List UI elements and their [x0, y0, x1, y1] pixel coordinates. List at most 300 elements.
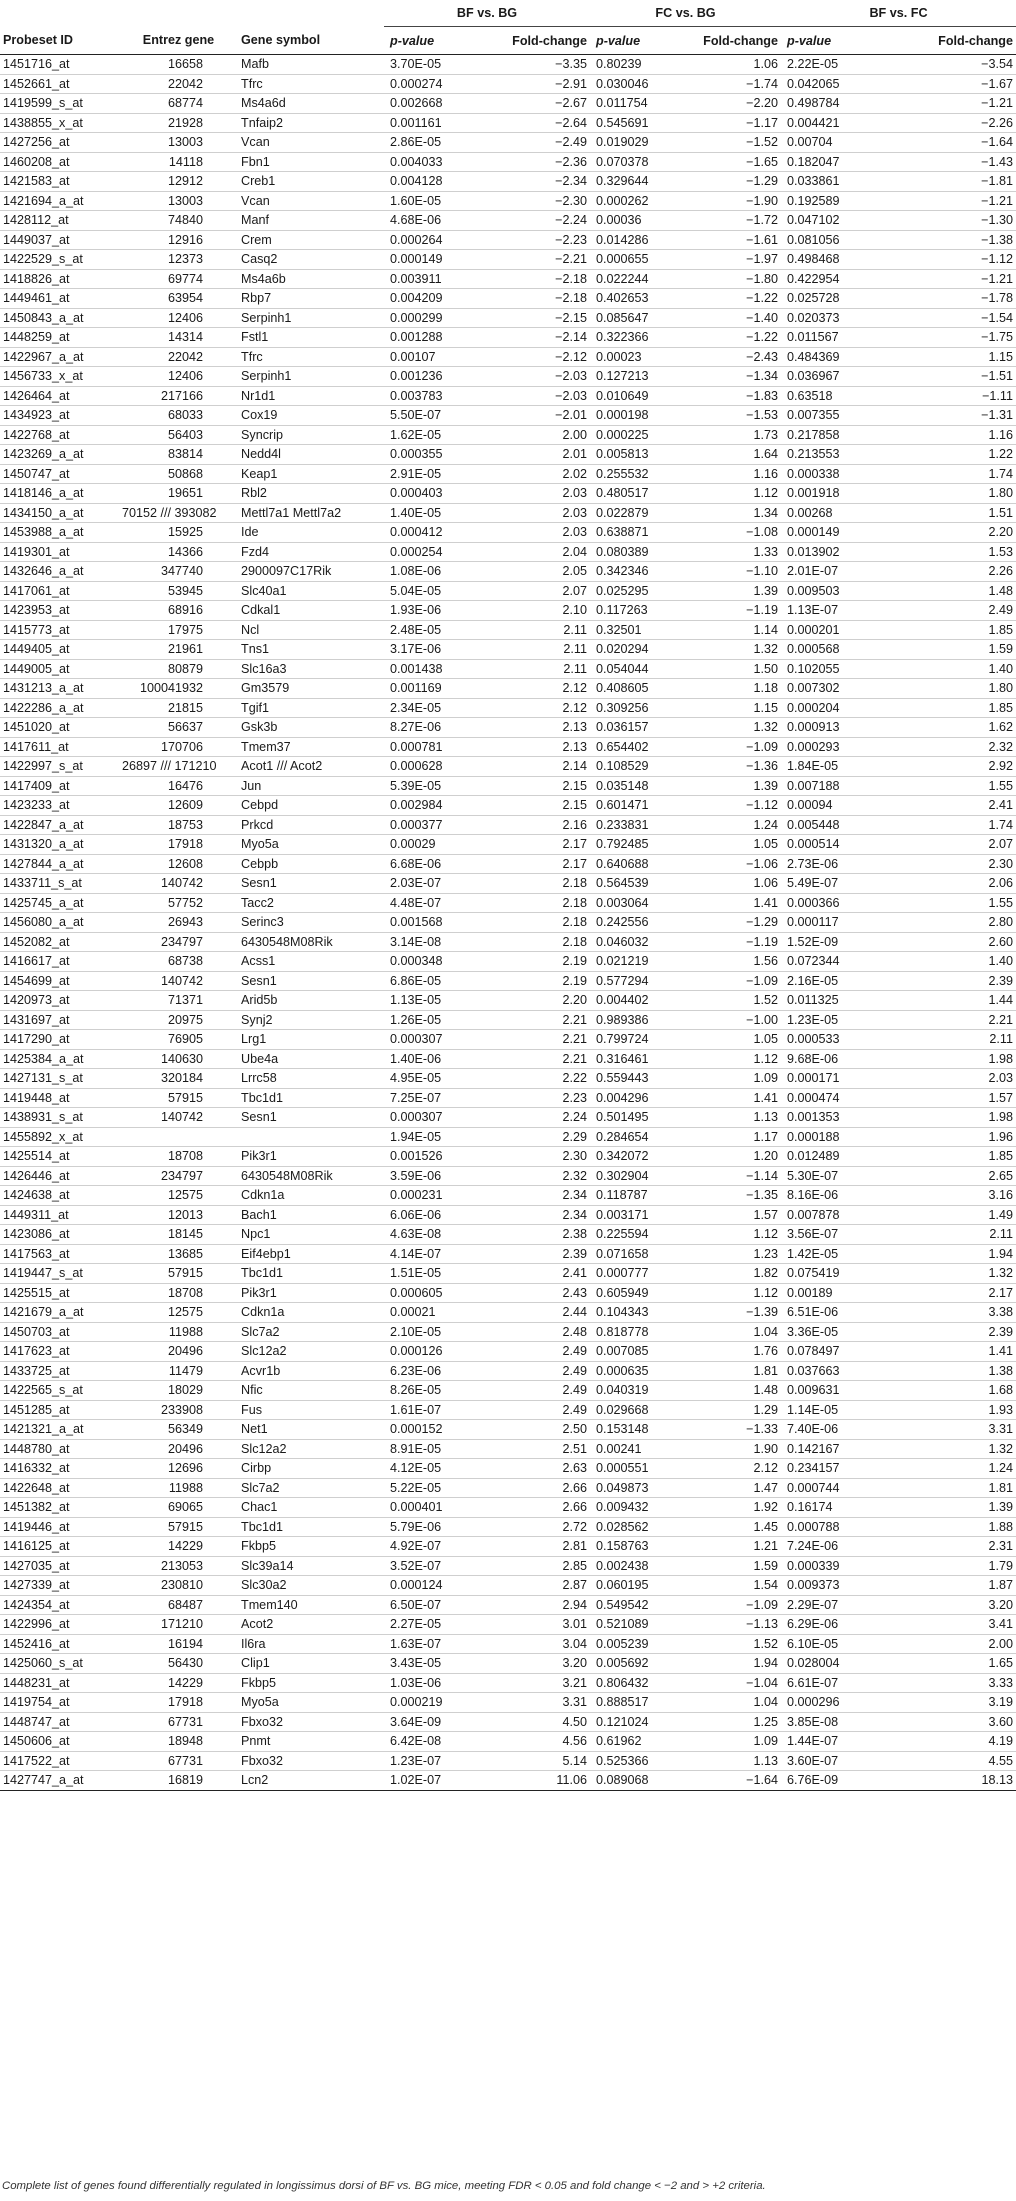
gene-symbol-cell: Acot1 /// Acot2	[238, 757, 384, 777]
bf-bg-pvalue-cell: 6.68E-06	[384, 854, 488, 874]
probeset-id-cell: 1423953_at	[0, 601, 119, 621]
entrez-gene-cell: 21815	[119, 698, 238, 718]
entrez-gene-cell: 140742	[119, 874, 238, 894]
table-row	[0, 1634, 1016, 1654]
table-row	[0, 523, 1016, 543]
fc-bg-pvalue-cell: 0.654402	[590, 737, 680, 757]
bf-fc-foldchange-cell: −1.81	[864, 172, 1016, 192]
fc-bg-foldchange-cell: 1.81	[680, 1361, 781, 1381]
bf-bg-foldchange-cell: 2.49	[488, 1400, 590, 1420]
bf-fc-pvalue-cell: 0.004421	[781, 113, 864, 133]
fc-bg-foldchange-cell: −1.29	[680, 913, 781, 933]
bf-fc-pvalue-cell: 0.16174	[781, 1498, 864, 1518]
table-row	[0, 1049, 1016, 1069]
table-row	[0, 1498, 1016, 1518]
bf-bg-pvalue-cell: 0.002984	[384, 796, 488, 816]
bf-fc-pvalue-cell: 1.44E-07	[781, 1732, 864, 1752]
gene-symbol-cell: Vcan	[238, 191, 384, 211]
bf-fc-pvalue-cell: 3.56E-07	[781, 1225, 864, 1245]
bf-bg-foldchange-cell: 2.04	[488, 542, 590, 562]
bf-bg-pvalue-cell: 0.000355	[384, 445, 488, 465]
bf-bg-pvalue-cell: 0.004033	[384, 152, 488, 172]
bf-bg-pvalue-cell: 1.60E-05	[384, 191, 488, 211]
gene-symbol-cell: Serinc3	[238, 913, 384, 933]
fc-bg-foldchange-cell: 1.33	[680, 542, 781, 562]
gene-symbol-cell: Fbxo32	[238, 1712, 384, 1732]
fc-bg-foldchange-cell: 1.73	[680, 425, 781, 445]
fc-bg-pvalue-cell: 0.799724	[590, 1030, 680, 1050]
bf-fc-foldchange-cell: −1.11	[864, 386, 1016, 406]
bf-bg-pvalue-cell: 0.000152	[384, 1420, 488, 1440]
table-row	[0, 445, 1016, 465]
probeset-id-cell: 1423269_a_at	[0, 445, 119, 465]
table-row	[0, 1654, 1016, 1674]
entrez-gene-cell: 22042	[119, 74, 238, 94]
bf-bg-foldchange-cell: −2.67	[488, 94, 590, 114]
fc-bg-foldchange-cell: −1.17	[680, 113, 781, 133]
bf-fc-foldchange-cell: 1.59	[864, 640, 1016, 660]
fc-bg-pvalue-cell: 0.000777	[590, 1264, 680, 1284]
gene-symbol-cell: Lrrc58	[238, 1069, 384, 1089]
table-row	[0, 269, 1016, 289]
fc-bg-foldchange-cell: 1.14	[680, 620, 781, 640]
bf-fc-foldchange-cell: 4.19	[864, 1732, 1016, 1752]
fc-bg-foldchange-cell: −1.80	[680, 269, 781, 289]
fc-bg-pvalue-cell: 0.00036	[590, 211, 680, 231]
bf-fc-pvalue-cell: 0.081056	[781, 230, 864, 250]
probeset-id-cell: 1456733_x_at	[0, 367, 119, 387]
entrez-gene-cell: 20975	[119, 1010, 238, 1030]
bf-bg-foldchange-cell: 2.12	[488, 698, 590, 718]
table-row	[0, 367, 1016, 387]
probeset-id-cell: 1438855_x_at	[0, 113, 119, 133]
bf-fc-pvalue-cell: 0.000533	[781, 1030, 864, 1050]
bf-fc-pvalue-cell: 3.85E-08	[781, 1712, 864, 1732]
bf-bg-foldchange-cell: 2.94	[488, 1595, 590, 1615]
fc-bg-foldchange-cell: 1.12	[680, 1283, 781, 1303]
probeset-id-cell: 1417623_at	[0, 1342, 119, 1362]
table-row	[0, 796, 1016, 816]
bf-bg-foldchange-cell: 2.85	[488, 1556, 590, 1576]
entrez-gene-cell: 12406	[119, 308, 238, 328]
fc-bg-foldchange-cell: 1.29	[680, 1400, 781, 1420]
bf-bg-foldchange-cell: 2.38	[488, 1225, 590, 1245]
entrez-gene-cell: 17975	[119, 620, 238, 640]
probeset-id-cell: 1452661_at	[0, 74, 119, 94]
gene-symbol-cell	[238, 1127, 384, 1147]
fc-bg-pvalue-cell: 0.559443	[590, 1069, 680, 1089]
fc-bg-foldchange-cell: 1.16	[680, 464, 781, 484]
gene-symbol-cell: Fstl1	[238, 328, 384, 348]
bf-fc-foldchange-cell: 3.33	[864, 1673, 1016, 1693]
bf-bg-foldchange-cell: 2.21	[488, 1010, 590, 1030]
bf-fc-foldchange-cell: −1.54	[864, 308, 1016, 328]
gene-symbol-cell: Crem	[238, 230, 384, 250]
fc-bg-foldchange-cell: 1.41	[680, 893, 781, 913]
col-header-pvalue: p-value	[384, 27, 488, 55]
bf-fc-foldchange-cell: −1.75	[864, 328, 1016, 348]
table-row	[0, 464, 1016, 484]
entrez-gene-cell: 71371	[119, 991, 238, 1011]
gene-symbol-cell: Tmem37	[238, 737, 384, 757]
fc-bg-foldchange-cell: −1.19	[680, 932, 781, 952]
bf-fc-foldchange-cell: 1.94	[864, 1244, 1016, 1264]
bf-fc-pvalue-cell: 6.76E-09	[781, 1771, 864, 1791]
fc-bg-pvalue-cell: 0.070378	[590, 152, 680, 172]
bf-fc-pvalue-cell: 1.14E-05	[781, 1400, 864, 1420]
bf-bg-pvalue-cell: 0.000307	[384, 1108, 488, 1128]
bf-fc-foldchange-cell: 2.39	[864, 971, 1016, 991]
entrez-gene-cell: 12912	[119, 172, 238, 192]
fc-bg-foldchange-cell: 1.17	[680, 1127, 781, 1147]
bf-fc-foldchange-cell: −2.26	[864, 113, 1016, 133]
entrez-gene-cell: 14366	[119, 542, 238, 562]
header-spacer	[0, 0, 119, 27]
col-header-symbol: Gene symbol	[238, 27, 384, 55]
bf-fc-foldchange-cell: 1.68	[864, 1381, 1016, 1401]
bf-fc-pvalue-cell: 0.00094	[781, 796, 864, 816]
bf-fc-foldchange-cell: 1.85	[864, 1147, 1016, 1167]
gene-symbol-cell: Jun	[238, 776, 384, 796]
gene-symbol-cell: Eif4ebp1	[238, 1244, 384, 1264]
table-row	[0, 250, 1016, 270]
fc-bg-pvalue-cell: 0.085647	[590, 308, 680, 328]
gene-symbol-cell: Ide	[238, 523, 384, 543]
bf-bg-pvalue-cell: 1.51E-05	[384, 1264, 488, 1284]
entrez-gene-cell: 217166	[119, 386, 238, 406]
bf-bg-foldchange-cell: 2.44	[488, 1303, 590, 1323]
table-row	[0, 913, 1016, 933]
fc-bg-pvalue-cell: 0.322366	[590, 328, 680, 348]
bf-fc-foldchange-cell: 2.65	[864, 1166, 1016, 1186]
bf-fc-pvalue-cell: 0.020373	[781, 308, 864, 328]
fc-bg-foldchange-cell: 1.47	[680, 1478, 781, 1498]
fc-bg-pvalue-cell: 0.005692	[590, 1654, 680, 1674]
probeset-id-cell: 1427256_at	[0, 133, 119, 153]
bf-bg-pvalue-cell: 2.91E-05	[384, 464, 488, 484]
probeset-id-cell: 1451020_at	[0, 718, 119, 738]
table-row	[0, 1381, 1016, 1401]
entrez-gene-cell: 57915	[119, 1088, 238, 1108]
gene-symbol-cell: Prkcd	[238, 815, 384, 835]
bf-fc-pvalue-cell: 0.011567	[781, 328, 864, 348]
entrez-gene-cell: 12406	[119, 367, 238, 387]
entrez-gene-cell: 13003	[119, 191, 238, 211]
bf-bg-foldchange-cell: −2.21	[488, 250, 590, 270]
fc-bg-foldchange-cell: −1.65	[680, 152, 781, 172]
fc-bg-pvalue-cell: 0.005813	[590, 445, 680, 465]
bf-fc-pvalue-cell: 0.001353	[781, 1108, 864, 1128]
fc-bg-pvalue-cell: 0.818778	[590, 1322, 680, 1342]
bf-bg-foldchange-cell: 2.17	[488, 835, 590, 855]
bf-fc-pvalue-cell: 0.102055	[781, 659, 864, 679]
fc-bg-foldchange-cell: −2.20	[680, 94, 781, 114]
entrez-gene-cell: 140742	[119, 1108, 238, 1128]
fc-bg-pvalue-cell: 0.121024	[590, 1712, 680, 1732]
col-header-entrez: Entrez gene	[119, 27, 238, 55]
table-row	[0, 1576, 1016, 1596]
bf-fc-pvalue-cell: 5.49E-07	[781, 874, 864, 894]
bf-bg-foldchange-cell: 2.49	[488, 1361, 590, 1381]
gene-symbol-cell: Ube4a	[238, 1049, 384, 1069]
fc-bg-foldchange-cell: −1.74	[680, 74, 781, 94]
bf-bg-pvalue-cell: 0.000377	[384, 815, 488, 835]
fc-bg-pvalue-cell: 0.545691	[590, 113, 680, 133]
entrez-gene-cell: 83814	[119, 445, 238, 465]
fc-bg-foldchange-cell: −1.09	[680, 737, 781, 757]
fc-bg-pvalue-cell: 0.329644	[590, 172, 680, 192]
fc-bg-foldchange-cell: 1.13	[680, 1751, 781, 1771]
fc-bg-pvalue-cell: 0.577294	[590, 971, 680, 991]
bf-bg-pvalue-cell: 3.17E-06	[384, 640, 488, 660]
bf-bg-pvalue-cell: 5.22E-05	[384, 1478, 488, 1498]
bf-bg-pvalue-cell: 8.27E-06	[384, 718, 488, 738]
gene-symbol-cell: Cox19	[238, 406, 384, 426]
bf-fc-pvalue-cell: 2.16E-05	[781, 971, 864, 991]
probeset-id-cell: 1428112_at	[0, 211, 119, 231]
entrez-gene-cell: 15925	[119, 523, 238, 543]
entrez-gene-cell: 16658	[119, 55, 238, 75]
table-row	[0, 1556, 1016, 1576]
fc-bg-foldchange-cell: −1.14	[680, 1166, 781, 1186]
gene-symbol-cell: Fkbp5	[238, 1673, 384, 1693]
bf-fc-pvalue-cell: 0.033861	[781, 172, 864, 192]
fc-bg-foldchange-cell: −1.04	[680, 1673, 781, 1693]
bf-fc-foldchange-cell: 1.40	[864, 952, 1016, 972]
gene-symbol-cell: Clip1	[238, 1654, 384, 1674]
bf-fc-pvalue-cell: 2.29E-07	[781, 1595, 864, 1615]
fc-bg-pvalue-cell: 0.564539	[590, 874, 680, 894]
bf-fc-foldchange-cell: 1.57	[864, 1088, 1016, 1108]
bf-bg-pvalue-cell: 3.64E-09	[384, 1712, 488, 1732]
bf-bg-foldchange-cell: 2.81	[488, 1537, 590, 1557]
bf-fc-pvalue-cell: 0.007355	[781, 406, 864, 426]
bf-fc-pvalue-cell: 0.036967	[781, 367, 864, 387]
table-row	[0, 425, 1016, 445]
probeset-id-cell: 1434150_a_at	[0, 503, 119, 523]
bf-bg-pvalue-cell: 0.00029	[384, 835, 488, 855]
entrez-gene-cell: 26943	[119, 913, 238, 933]
fc-bg-pvalue-cell: 0.61962	[590, 1732, 680, 1752]
fc-bg-pvalue-cell: 0.080389	[590, 542, 680, 562]
probeset-id-cell: 1427339_at	[0, 1576, 119, 1596]
gene-symbol-cell: Acss1	[238, 952, 384, 972]
probeset-id-cell: 1417563_at	[0, 1244, 119, 1264]
fc-bg-pvalue-cell: 0.002438	[590, 1556, 680, 1576]
gene-symbol-cell: Pnmt	[238, 1732, 384, 1752]
entrez-gene-cell: 56430	[119, 1654, 238, 1674]
bf-fc-pvalue-cell: 0.000188	[781, 1127, 864, 1147]
bf-fc-pvalue-cell: 0.000366	[781, 893, 864, 913]
fc-bg-foldchange-cell: 1.34	[680, 503, 781, 523]
bf-bg-pvalue-cell: 3.14E-08	[384, 932, 488, 952]
entrez-gene-cell: 70152 /// 393082	[119, 503, 238, 523]
probeset-id-cell: 1454699_at	[0, 971, 119, 991]
table-row	[0, 1751, 1016, 1771]
bf-bg-foldchange-cell: 2.01	[488, 445, 590, 465]
bf-bg-pvalue-cell: 0.000781	[384, 737, 488, 757]
fc-bg-foldchange-cell: 1.04	[680, 1693, 781, 1713]
bf-bg-foldchange-cell: 2.63	[488, 1459, 590, 1479]
probeset-id-cell: 1427747_a_at	[0, 1771, 119, 1791]
fc-bg-pvalue-cell: 0.342346	[590, 562, 680, 582]
gene-symbol-cell: Myo5a	[238, 1693, 384, 1713]
bf-bg-foldchange-cell: 2.19	[488, 952, 590, 972]
col-header-pvalue: p-value	[781, 27, 864, 55]
bf-fc-pvalue-cell: 6.29E-06	[781, 1615, 864, 1635]
fc-bg-foldchange-cell: 1.13	[680, 1108, 781, 1128]
fc-bg-foldchange-cell: −1.39	[680, 1303, 781, 1323]
bf-fc-pvalue-cell: 0.012489	[781, 1147, 864, 1167]
table-row	[0, 1264, 1016, 1284]
probeset-id-cell: 1450843_a_at	[0, 308, 119, 328]
bf-fc-foldchange-cell: −1.21	[864, 269, 1016, 289]
bf-fc-foldchange-cell: 3.41	[864, 1615, 1016, 1635]
entrez-gene-cell: 234797	[119, 932, 238, 952]
bf-fc-pvalue-cell: 0.00268	[781, 503, 864, 523]
fc-bg-pvalue-cell: 0.302904	[590, 1166, 680, 1186]
bf-bg-pvalue-cell: 0.001568	[384, 913, 488, 933]
table-row	[0, 1771, 1016, 1791]
table-row	[0, 1244, 1016, 1264]
gene-symbol-cell: Sesn1	[238, 874, 384, 894]
bf-fc-foldchange-cell: 2.11	[864, 1225, 1016, 1245]
table-row	[0, 1225, 1016, 1245]
bf-fc-foldchange-cell: 1.40	[864, 659, 1016, 679]
bf-bg-foldchange-cell: 2.15	[488, 776, 590, 796]
bf-fc-pvalue-cell: 0.000296	[781, 1693, 864, 1713]
bf-bg-pvalue-cell: 0.001236	[384, 367, 488, 387]
fc-bg-foldchange-cell: 1.20	[680, 1147, 781, 1167]
bf-bg-pvalue-cell: 1.13E-05	[384, 991, 488, 1011]
bf-fc-pvalue-cell: 0.000149	[781, 523, 864, 543]
fc-bg-foldchange-cell: 1.54	[680, 1576, 781, 1596]
bf-bg-pvalue-cell: 1.26E-05	[384, 1010, 488, 1030]
bf-fc-pvalue-cell: 0.182047	[781, 152, 864, 172]
table-row	[0, 1420, 1016, 1440]
fc-bg-foldchange-cell: −1.08	[680, 523, 781, 543]
table-row	[0, 1205, 1016, 1225]
bf-bg-pvalue-cell: 0.000149	[384, 250, 488, 270]
bf-bg-foldchange-cell: 11.06	[488, 1771, 590, 1791]
entrez-gene-cell: 69065	[119, 1498, 238, 1518]
bf-fc-pvalue-cell: 2.73E-06	[781, 854, 864, 874]
bf-bg-pvalue-cell: 6.06E-06	[384, 1205, 488, 1225]
entrez-gene-cell: 18029	[119, 1381, 238, 1401]
fc-bg-pvalue-cell: 0.000198	[590, 406, 680, 426]
bf-bg-pvalue-cell: 4.68E-06	[384, 211, 488, 231]
bf-fc-foldchange-cell: 1.79	[864, 1556, 1016, 1576]
bf-fc-pvalue-cell: 0.072344	[781, 952, 864, 972]
bf-fc-foldchange-cell: −3.54	[864, 55, 1016, 75]
entrez-gene-cell: 320184	[119, 1069, 238, 1089]
fc-bg-pvalue-cell: 0.054044	[590, 659, 680, 679]
bf-fc-foldchange-cell: −1.78	[864, 289, 1016, 309]
bf-fc-pvalue-cell: 5.30E-07	[781, 1166, 864, 1186]
fc-bg-pvalue-cell: 0.025295	[590, 581, 680, 601]
table-row	[0, 1673, 1016, 1693]
gene-symbol-cell: Casq2	[238, 250, 384, 270]
bf-bg-pvalue-cell: 1.93E-06	[384, 601, 488, 621]
probeset-id-cell: 1415773_at	[0, 620, 119, 640]
fc-bg-foldchange-cell: 1.09	[680, 1069, 781, 1089]
table-row	[0, 1108, 1016, 1128]
fc-bg-foldchange-cell: 1.32	[680, 640, 781, 660]
bf-fc-pvalue-cell: 0.007878	[781, 1205, 864, 1225]
entrez-gene-cell: 17918	[119, 1693, 238, 1713]
probeset-id-cell: 1425514_at	[0, 1147, 119, 1167]
entrez-gene-cell: 14229	[119, 1673, 238, 1693]
bf-bg-pvalue-cell: 4.14E-07	[384, 1244, 488, 1264]
table-row	[0, 172, 1016, 192]
bf-fc-foldchange-cell: −1.30	[864, 211, 1016, 231]
probeset-id-cell: 1426464_at	[0, 386, 119, 406]
fc-bg-pvalue-cell: 0.316461	[590, 1049, 680, 1069]
fc-bg-pvalue-cell: 0.00023	[590, 347, 680, 367]
fc-bg-pvalue-cell: 0.014286	[590, 230, 680, 250]
table-row	[0, 1088, 1016, 1108]
bf-fc-pvalue-cell: 0.422954	[781, 269, 864, 289]
probeset-id-cell: 1438931_s_at	[0, 1108, 119, 1128]
fc-bg-foldchange-cell: 1.23	[680, 1244, 781, 1264]
bf-fc-foldchange-cell: 1.16	[864, 425, 1016, 445]
entrez-gene-cell: 12575	[119, 1186, 238, 1206]
probeset-id-cell: 1426446_at	[0, 1166, 119, 1186]
bf-fc-pvalue-cell: 0.00704	[781, 133, 864, 153]
fc-bg-foldchange-cell: 1.48	[680, 1381, 781, 1401]
bf-bg-foldchange-cell: 2.23	[488, 1088, 590, 1108]
table-row	[0, 718, 1016, 738]
fc-bg-pvalue-cell: 0.060195	[590, 1576, 680, 1596]
fc-bg-foldchange-cell: 1.39	[680, 581, 781, 601]
bf-fc-foldchange-cell: 4.55	[864, 1751, 1016, 1771]
bf-fc-pvalue-cell: 9.68E-06	[781, 1049, 864, 1069]
entrez-gene-cell: 12013	[119, 1205, 238, 1225]
fc-bg-foldchange-cell: −1.22	[680, 328, 781, 348]
gene-symbol-cell: Tmem140	[238, 1595, 384, 1615]
bf-fc-foldchange-cell: 3.16	[864, 1186, 1016, 1206]
table-row	[0, 991, 1016, 1011]
fc-bg-foldchange-cell: 1.09	[680, 1732, 781, 1752]
gene-symbol-cell: Slc7a2	[238, 1478, 384, 1498]
bf-bg-foldchange-cell: 2.07	[488, 581, 590, 601]
bf-bg-foldchange-cell: 2.43	[488, 1283, 590, 1303]
bf-fc-pvalue-cell: 0.005448	[781, 815, 864, 835]
fc-bg-pvalue-cell: 0.030046	[590, 74, 680, 94]
bf-bg-pvalue-cell: 0.000605	[384, 1283, 488, 1303]
probeset-id-cell: 1422768_at	[0, 425, 119, 445]
probeset-id-cell: 1421583_at	[0, 172, 119, 192]
fc-bg-pvalue-cell: 0.104343	[590, 1303, 680, 1323]
probeset-id-cell: 1427035_at	[0, 1556, 119, 1576]
table-row	[0, 1186, 1016, 1206]
entrez-gene-cell: 56403	[119, 425, 238, 445]
probeset-id-cell: 1451382_at	[0, 1498, 119, 1518]
bf-fc-pvalue-cell: 6.51E-06	[781, 1303, 864, 1323]
bf-bg-pvalue-cell: 5.39E-05	[384, 776, 488, 796]
fc-bg-pvalue-cell: 0.036157	[590, 718, 680, 738]
fc-bg-pvalue-cell: 0.342072	[590, 1147, 680, 1167]
bf-bg-foldchange-cell: 2.13	[488, 718, 590, 738]
probeset-id-cell: 1448259_at	[0, 328, 119, 348]
bf-fc-foldchange-cell: 2.31	[864, 1537, 1016, 1557]
entrez-gene-cell: 18145	[119, 1225, 238, 1245]
bf-bg-foldchange-cell: 2.18	[488, 913, 590, 933]
gene-symbol-cell: Pik3r1	[238, 1283, 384, 1303]
bf-fc-pvalue-cell: 0.009373	[781, 1576, 864, 1596]
fc-bg-foldchange-cell: −1.53	[680, 406, 781, 426]
table-row	[0, 1459, 1016, 1479]
